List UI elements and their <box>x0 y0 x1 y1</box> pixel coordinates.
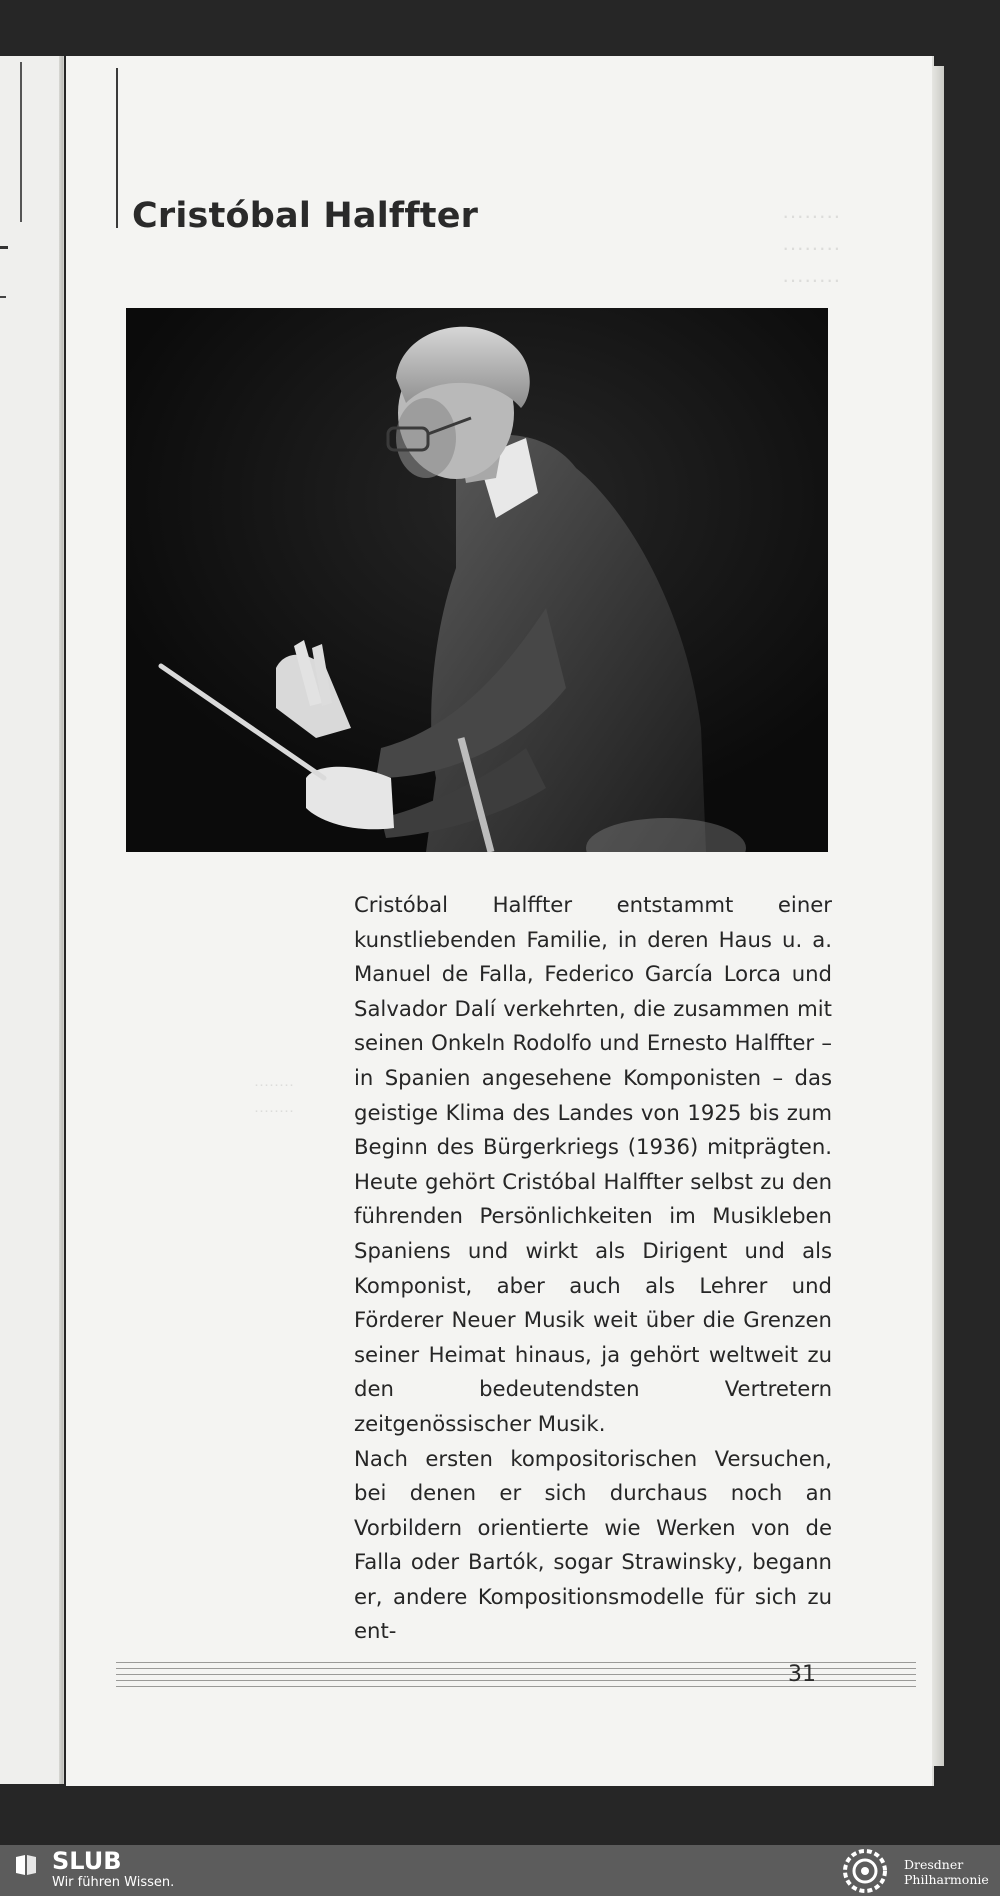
page-binding <box>59 56 63 1784</box>
viewer-footer-bar <box>0 1845 1000 1896</box>
conductor-photo <box>126 308 828 852</box>
previous-page-edge <box>0 56 64 1784</box>
previous-page-rule <box>20 62 22 222</box>
conductor-photo-image <box>126 308 828 852</box>
paragraph: Cristóbal Halffter entstammt einer kunstliebenden Familie, in deren Haus u. a. Manuel de Falla, Federico García Lorca und Salvador Dalí verkehrten, die zusammen mit seinen Onkeln Rodolfo und Ernesto Halffter – in Spanien angesehene Komponisten – das geistige Klima des Landes von 1925 bis zum Beginn des Bürgerkriegs (1936) mitprägten. Heute gehört Cristóbal Halffter selbst zu den führenden Persönlichkeiten im Musikleben Spaniens und wirkt als Dirigent und als Komponist, aber auch als Lehrer und Förderer Neuer Musik weit über die Grenzen seiner Heimat hinaus, ja gehört weltweit zu den bedeutendsten Vertretern zeitgenössischer Musik. <box>354 892 832 1436</box>
paragraph: Nach ersten kompositorischen Versuchen, bei denen er sich durchaus noch an Vorbildern orientierte wie Werken von de Falla oder Bartók, sogar Strawinsky, begann er, andere Kompositionsmodelle für sich zu ent- <box>354 1445 832 1644</box>
bleed-through-text: ········ ········ ········ <box>782 203 841 292</box>
header-vertical-rule <box>116 68 118 228</box>
bleed-through-sidebar: ········ ········ <box>254 1076 294 1119</box>
page-number: 31 <box>788 1662 816 1687</box>
philharmonie-logo-icon[interactable] <box>840 1847 890 1895</box>
library-name[interactable]: SLUB <box>52 1847 122 1875</box>
slub-logo-icon[interactable] <box>14 1853 38 1877</box>
previous-page-mark <box>0 296 6 298</box>
library-claim: Wir führen Wissen. <box>52 1875 175 1890</box>
partner-name-line1: Dresdner <box>904 1857 964 1872</box>
page-title: Cristóbal Halffter <box>132 196 479 236</box>
document-page <box>66 56 932 1786</box>
article-body <box>354 888 832 1649</box>
previous-page-mark <box>0 246 8 249</box>
page-stack-edge <box>932 66 944 1766</box>
partner-name-line2: Philharmonie <box>904 1872 989 1887</box>
